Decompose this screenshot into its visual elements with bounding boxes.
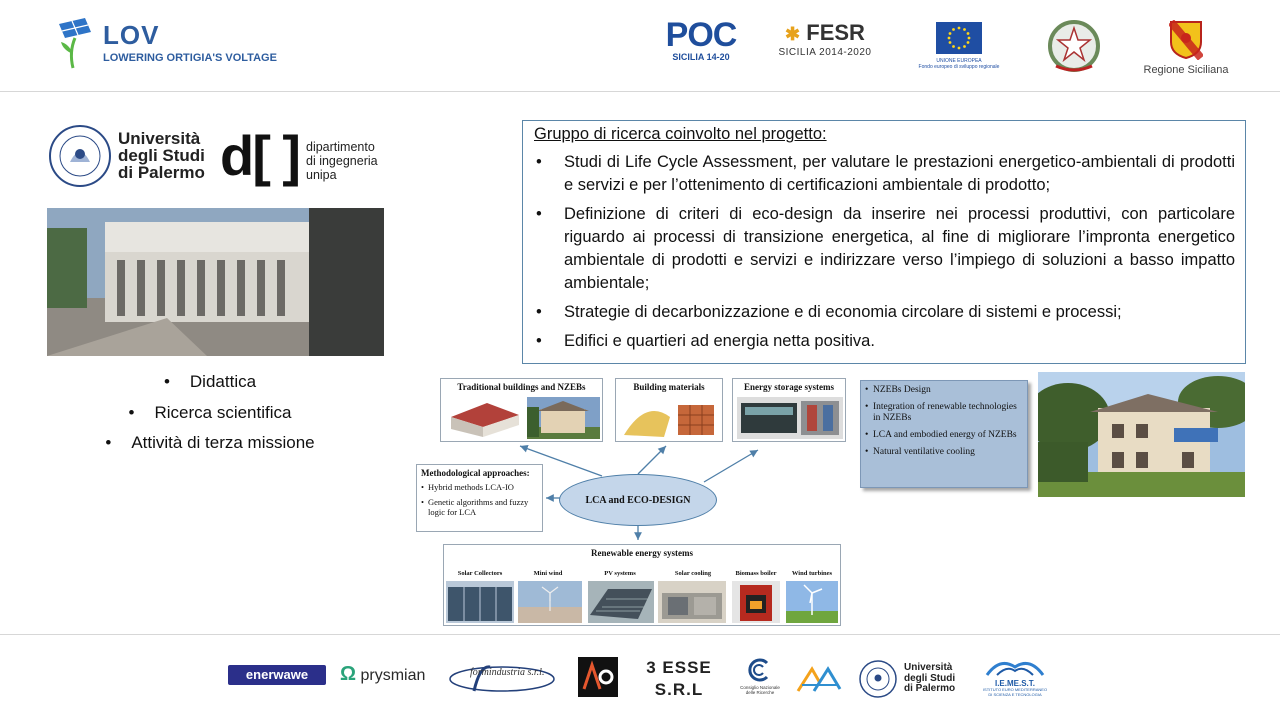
building-materials-title: Building materials	[633, 382, 705, 392]
prysmian-logo	[340, 663, 425, 686]
nzeb-item: • Natural ventilative cooling	[865, 447, 1023, 458]
research-item: • Strategie di decarbonizzazione e di economia circolare di sistemi e processi;	[534, 301, 1235, 324]
nzeb-item: • Integration of renewable technologies in NZEBs	[865, 402, 1023, 424]
fesr-sub: SICILIA 2014-2020	[778, 47, 872, 58]
dei-line3: unipa	[306, 168, 337, 182]
traditional-buildings-title: Traditional buildings and NZEBs	[457, 382, 586, 392]
cnr-line1: Consiglio Nazionale	[740, 685, 780, 690]
renewable-label: PV systems	[604, 570, 636, 577]
apeo-logo-icon	[578, 657, 618, 697]
lov-project-logo	[55, 18, 295, 72]
tre-esse-logo	[644, 657, 714, 701]
lov-title: LOV	[103, 20, 160, 50]
dei-line2: di ingegneria	[306, 154, 378, 168]
fesr-main: FESR	[806, 20, 865, 45]
stream-logo-icon	[794, 663, 844, 697]
eu-line2: Fondo europeo di sviluppo regionale	[918, 64, 1000, 70]
research-item: • Edifici e quartieri ad energia netta positiva.	[534, 330, 1235, 353]
energy-storage-box	[732, 378, 846, 442]
cnr-logo	[738, 657, 782, 703]
dei-mark: d[ ]	[220, 124, 300, 187]
research-item: • Studi di Life Cycle Assessment, per valutare le prestazioni energetico-ambientali di prodotti e servizi e per l’ottenimento di certificazioni ambientale di prodotto;	[534, 151, 1235, 197]
activity-item: • Didattica	[60, 372, 360, 403]
iemest-name: I.E.ME.S.T.	[994, 679, 1035, 688]
prysmian-name: prysmian	[360, 667, 426, 684]
methods-list	[417, 482, 542, 518]
tre-esse-line2: S.R.L	[654, 680, 704, 699]
unipa-footer-seal-icon	[858, 659, 898, 699]
solar-plant-icon	[55, 18, 95, 72]
iemest-logo	[974, 655, 1056, 705]
renewable-label: Mini wind	[533, 570, 563, 577]
solar-cooling-image	[658, 581, 726, 623]
cnr-line2: delle Ricerche	[745, 690, 775, 695]
regione-name: Regione Siciliana	[1143, 64, 1229, 76]
tre-esse-line1: 3 ESSE	[646, 658, 712, 677]
formindustria-name: formindustria s.r.l.	[470, 667, 545, 678]
building-materials-image	[620, 397, 720, 439]
unipa-footer-line2: degli Studi	[904, 672, 956, 684]
building-materials-box	[615, 378, 723, 442]
nzeb-topics-box	[860, 380, 1028, 488]
iemest-wave-icon	[985, 655, 1045, 677]
unipa-line1: Università	[118, 129, 201, 148]
iemest-line1: ISTITUTO EURO MEDITERRANEO	[982, 687, 1048, 692]
activities-list	[60, 372, 360, 464]
regione-siciliana-logo	[1138, 20, 1234, 76]
sicily-coat-of-arms-icon	[1169, 20, 1203, 60]
engineering-building-photo	[47, 208, 384, 356]
fesr-logo	[770, 20, 880, 58]
eu-logo	[918, 22, 1000, 70]
pv-systems-image	[588, 581, 654, 623]
unipa-footer-line3: di Palermo	[904, 683, 956, 694]
renewable-label: Solar Collectors	[457, 570, 503, 577]
dei-logo	[220, 126, 390, 198]
prysmian-mark-icon: Ω	[340, 663, 357, 685]
energy-storage-title: Energy storage systems	[744, 382, 834, 392]
methodological-approaches-box	[416, 464, 543, 532]
research-item: • Definizione di criteri di eco-design da inserire nei processi produttivi, con particolare riguardo ai processi di transizione energetica, al fine di migliorare l’impronta energetico ambientale di prodotti e servizi e indirizzare verso l’impiego di soluzioni a basso impatto ambientale;	[534, 203, 1235, 295]
activity-item: • Ricerca scientifica	[60, 403, 360, 434]
traditional-building-image	[447, 397, 523, 439]
footer-partners	[0, 634, 1280, 720]
eu-flag-icon	[936, 22, 982, 54]
research-list	[534, 151, 1235, 353]
nzeb-building-image	[527, 397, 600, 439]
lca-ecodesign-center: LCA and ECO-DESIGN	[559, 474, 717, 526]
mini-wind-image	[518, 581, 582, 623]
nzeb-house-photo	[1038, 372, 1245, 497]
renewable-title: Renewable energy systems	[591, 548, 693, 558]
enerwawe-logo: enerwawe	[228, 665, 326, 685]
italian-republic-emblem-icon	[1046, 18, 1102, 76]
unipa-seal-icon	[48, 124, 112, 188]
iemest-line2: DI SCIENZA E TECNOLOGIA	[988, 691, 1042, 697]
renewable-energy-box	[443, 544, 841, 626]
nzeb-item: • LCA and embodied energy of NZEBs	[865, 430, 1023, 441]
research-title: Gruppo di ricerca coinvolto nel progetto:	[534, 125, 827, 143]
energy-storage-image	[737, 397, 843, 439]
wind-turbines-image	[786, 581, 838, 623]
lca-ecodesign-diagram	[412, 372, 852, 628]
poc-sub: SICILIA 14-20	[672, 52, 730, 62]
method-item: • Genetic algorithms and fuzzy logic for LCA	[421, 497, 538, 518]
method-item: • Hybrid methods LCA-IO	[421, 482, 538, 493]
lov-subtitle: LOWERING ORTIGIA'S VOLTAGE	[103, 52, 277, 64]
unipa-line3: di Palermo	[118, 163, 205, 182]
activity-item: • Attività di terza missione	[60, 433, 360, 464]
formindustria-logo	[446, 661, 562, 697]
traditional-buildings-box	[440, 378, 603, 442]
renewable-label: Biomass boiler	[735, 570, 777, 577]
poc-main: POC	[665, 16, 737, 54]
unipa-footer-logo	[858, 659, 958, 701]
poc-logo	[662, 18, 740, 62]
header-bar	[0, 0, 1280, 92]
research-group-box	[522, 120, 1246, 364]
unipa-logo	[48, 124, 218, 188]
unipa-line2: degli Studi	[118, 146, 205, 165]
nzeb-list	[865, 385, 1023, 458]
renewable-label: Solar cooling	[674, 570, 712, 577]
solar-collectors-image	[446, 581, 514, 623]
cnr-mark-icon	[747, 657, 773, 683]
dei-line1: dipartimento	[306, 140, 375, 154]
unipa-footer-line1: Università	[904, 662, 953, 673]
renewable-label: Wind turbines	[791, 570, 833, 577]
eu-line1: UNIONE EUROPEA	[936, 58, 982, 64]
fesr-stars-icon: ✱	[785, 24, 801, 44]
nzeb-item: • NZEBs Design	[865, 385, 1023, 396]
methods-title: Methodological approaches:	[421, 468, 530, 478]
biomass-boiler-image	[732, 581, 780, 623]
